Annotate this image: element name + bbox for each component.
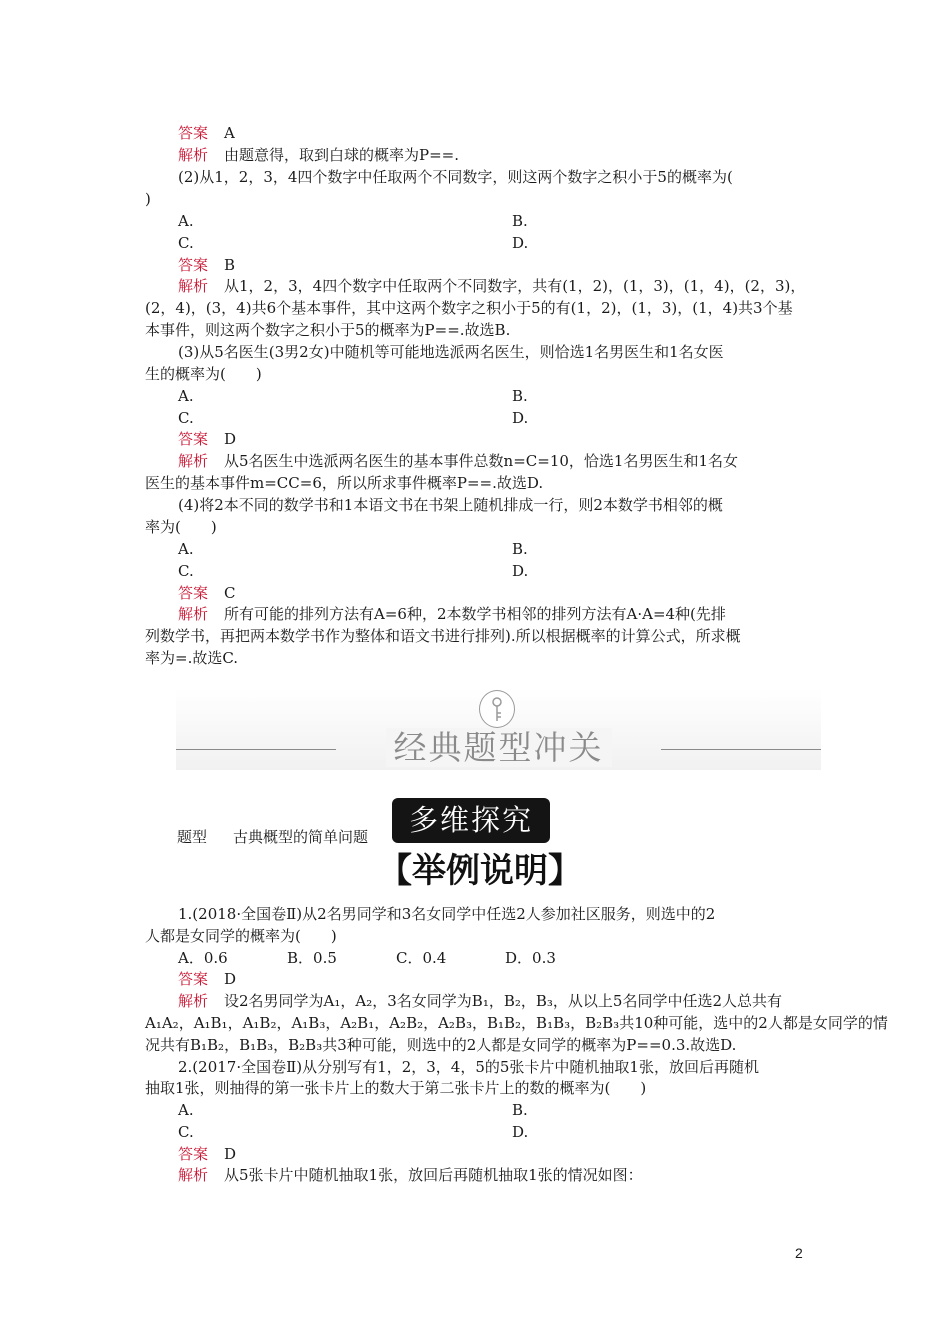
text-line: 医生的基本事件m=CC=6，所以所求事件概率P==.故选D.: [145, 474, 544, 492]
option-left: A.: [178, 212, 194, 230]
answer-label: 答案: [178, 430, 209, 448]
answer-value: C: [224, 584, 236, 602]
text-line: (3)从5名医生(3男2女)中随机等可能地选派两名医生，则恰选1名男医生和1名女医: [178, 343, 724, 361]
analysis-value: 从5名医生中选派两名医生的基本事件总数n=C=10，恰选1名男医生和1名女: [224, 452, 739, 470]
answer-label: 答案: [178, 584, 209, 602]
text-line: A₁A₂，A₁B₁，A₁B₂，A₁B₃，A₂B₁，A₂B₂，A₂B₃，B₁B₂，B₁B₃，B₂B₃共10种可能，选中的2人都是女同学的情: [145, 1014, 888, 1032]
text-line: 1.(2018·全国卷Ⅱ)从2名男同学和3名女同学中任选2人参加社区服务，则选中的2: [178, 905, 716, 923]
option-left: C.: [178, 1123, 194, 1141]
answer-label: 答案: [178, 1145, 209, 1163]
option-row: [178, 1100, 528, 1120]
banner-title: 经典题型冲关: [176, 728, 821, 768]
example-title: 【举例说明】: [378, 851, 582, 891]
key-icon: [479, 690, 515, 728]
option-row: [178, 386, 528, 406]
topic-label: 题型: [177, 828, 208, 846]
answer-value: D: [224, 1145, 237, 1163]
choice-item: C．0.4: [396, 949, 447, 967]
text-line: 本事件，则这两个数字之积小于5的概率为P==.故选B.: [145, 321, 511, 339]
answer-value: D: [224, 430, 237, 448]
analysis-label: 解析: [178, 1166, 209, 1184]
answer-label: 答案: [178, 124, 209, 142]
text-line: 生的概率为( ): [145, 365, 262, 383]
option-row: [178, 233, 528, 253]
choice-item: D．0.3: [505, 949, 556, 967]
text-line: 列数学书，再把两本数学书作为整体和语文书进行排列).所以根据概率的计算公式，所求概: [145, 627, 741, 645]
analysis-label: 解析: [178, 452, 209, 470]
text-line: (4)将2本不同的数学书和1本语文书在书架上随机排成一行，则2本数学书相邻的概: [178, 496, 723, 514]
option-row: [178, 211, 528, 231]
choice-item: B．0.5: [287, 949, 337, 967]
method-tag: 多维探究: [392, 798, 550, 843]
answer-line: [178, 969, 236, 989]
option-left: A.: [178, 387, 194, 405]
answer-line: [178, 1144, 236, 1164]
analysis-line: [178, 145, 459, 165]
section-banner: [176, 688, 821, 770]
analysis-label: 解析: [178, 992, 209, 1010]
answer-line: [178, 255, 235, 275]
analysis-value: 从1，2，3，4四个数字中任取两个不同数字，共有(1，2)，(1，3)，(1，4)，(2，3)，: [224, 277, 806, 295]
answer-value: B: [224, 256, 236, 274]
analysis-line: [178, 604, 726, 624]
text-line: 率为=.故选C.: [145, 649, 239, 667]
text-line: 2.(2017·全国卷Ⅱ)从分别写有1，2，3，4，5的5张卡片中随机抽取1张，放回后再随机: [178, 1058, 759, 1076]
option-right: B.: [512, 387, 528, 405]
analysis-line: [178, 1165, 643, 1185]
text-line: 况共有B₁B₂，B₁B₃，B₂B₃共3种可能，则选中的2人都是女同学的概率为P==0.3.故选D.: [145, 1036, 737, 1054]
analysis-value: 从5张卡片中随机抽取1张，放回后再随机抽取1张的情况如图：: [224, 1166, 643, 1184]
option-right: D.: [512, 409, 529, 427]
option-row: [178, 561, 528, 581]
option-left: C.: [178, 409, 194, 427]
analysis-label: 解析: [178, 146, 209, 164]
option-right: D.: [512, 234, 529, 252]
text-line: 人都是女同学的概率为( ): [145, 927, 337, 945]
option-right: B.: [512, 1101, 528, 1119]
analysis-line: [178, 276, 805, 296]
answer-value: A: [224, 124, 235, 142]
option-row: [178, 1122, 528, 1142]
choice-item: A．0.6: [178, 949, 228, 967]
answer-line: [178, 583, 236, 603]
analysis-value: 所有可能的排列方法有A=6种，2本数学书相邻的排列方法有A·A=4种(先排: [224, 605, 726, 623]
option-row: [178, 539, 528, 559]
text-line: (2，4)，(3，4)共6个基本事件，其中这两个数字之积小于5的有(1，2)，(1，3)，(1，4)共3个基: [145, 299, 793, 317]
choice-row: [178, 948, 614, 968]
option-left: C.: [178, 562, 194, 580]
option-right: B.: [512, 212, 528, 230]
page-number: 2: [795, 1245, 803, 1261]
text-line: (2)从1，2，3，4四个数字中任取两个不同数字，则这两个数字之积小于5的概率为(: [178, 168, 733, 186]
option-row: [178, 408, 528, 428]
topic-title: 古典概型的简单问题: [233, 828, 369, 846]
analysis-label: 解析: [178, 277, 209, 295]
topic-heading: [177, 827, 368, 847]
answer-value: D: [224, 970, 237, 988]
option-right: D.: [512, 562, 529, 580]
text-line: ): [145, 190, 151, 208]
answer-label: 答案: [178, 256, 209, 274]
analysis-line: [178, 451, 738, 471]
analysis-label: 解析: [178, 605, 209, 623]
option-right: B.: [512, 540, 528, 558]
option-left: A.: [178, 1101, 194, 1119]
text-line: 抽取1张，则抽得的第一张卡片上的数大于第二张卡片上的数的概率为( ): [145, 1079, 647, 1097]
option-left: A.: [178, 540, 194, 558]
text-line: 率为( ): [145, 518, 217, 536]
option-right: D.: [512, 1123, 529, 1141]
answer-line: [178, 429, 236, 449]
answer-label: 答案: [178, 970, 209, 988]
answer-line: [178, 123, 235, 143]
analysis-value: 设2名男同学为A₁，A₂，3名女同学为B₁，B₂，B₃，从以上5名同学中任选2人总共有: [224, 992, 782, 1010]
analysis-value: 由题意得，取到白球的概率为P==.: [224, 146, 460, 164]
option-left: C.: [178, 234, 194, 252]
analysis-line: [178, 991, 782, 1011]
